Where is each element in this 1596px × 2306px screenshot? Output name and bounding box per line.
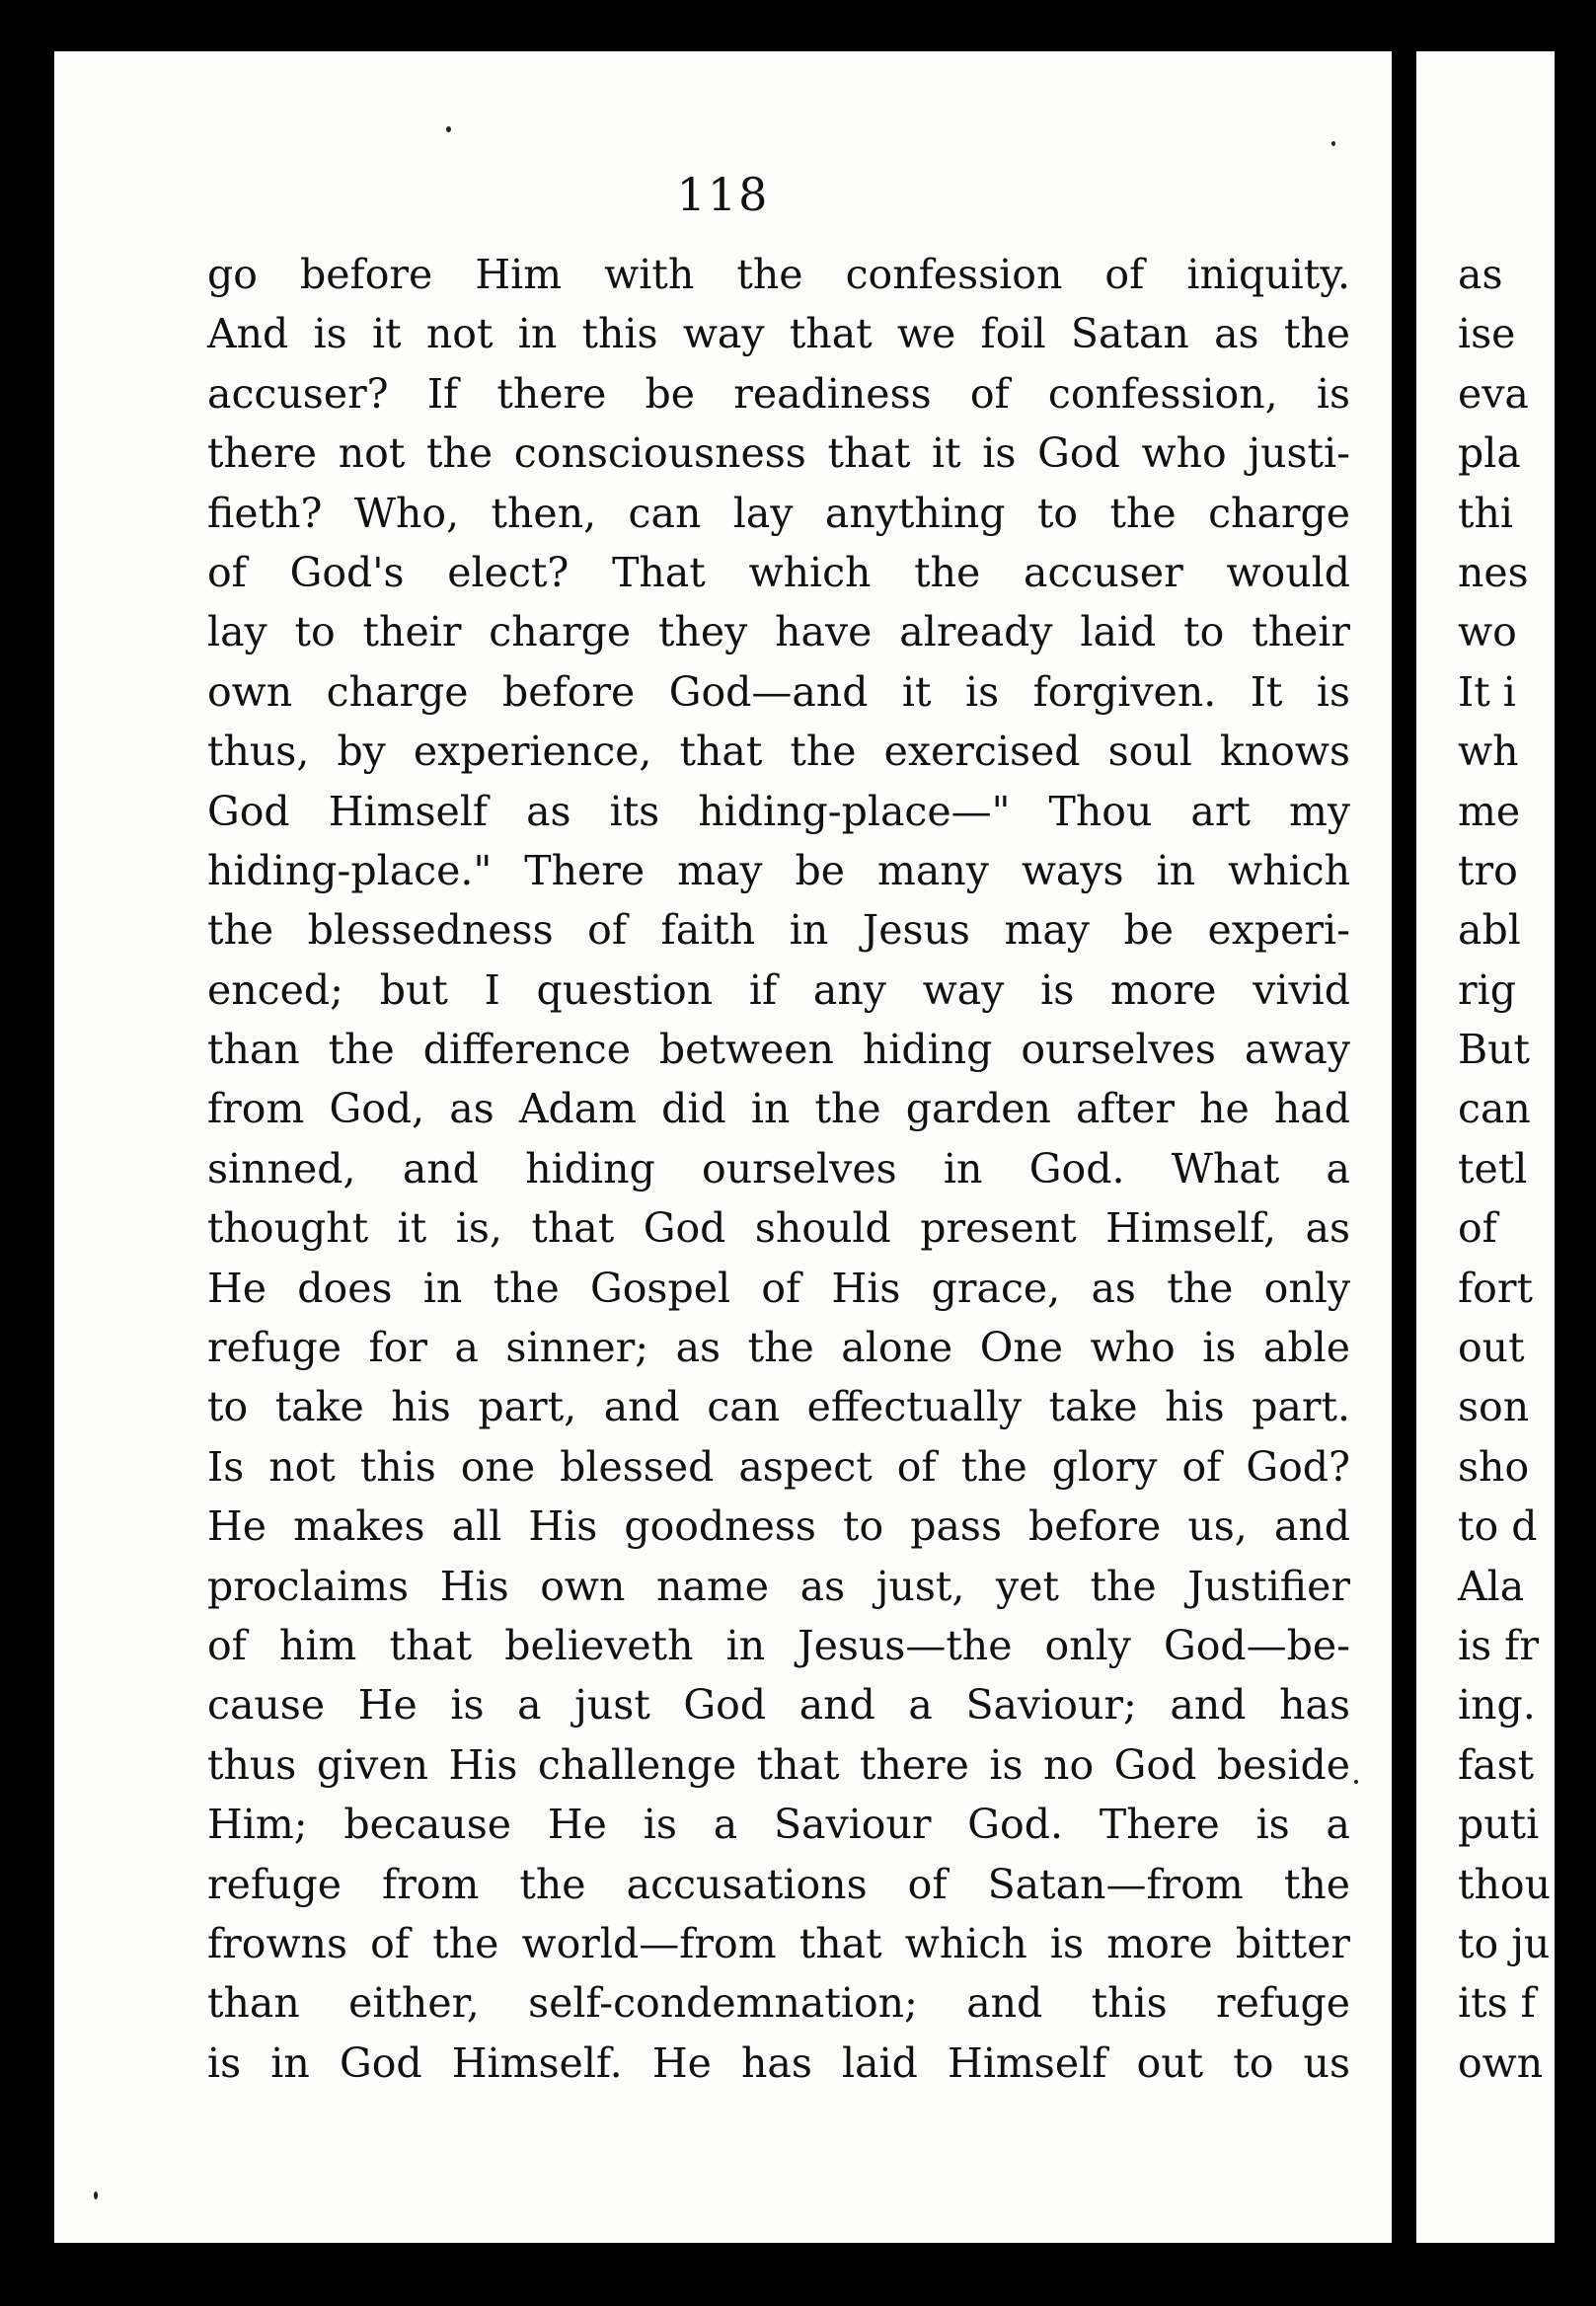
text-fragment: ing. (1458, 1681, 1536, 1730)
text-line: refuge from the accusations of Satan—from the (207, 1860, 1350, 1908)
text-line: He does in the Gospel of His grace, as the only (207, 1264, 1350, 1312)
text-line: than either, self-condemnation; and this refuge (207, 1979, 1350, 2028)
text-line: refuge for a sinner; as the alone One who is able (207, 1324, 1350, 1372)
text-line: Is not this one blessed aspect of the glory of God? (207, 1442, 1350, 1491)
text-fragment: eva (1458, 369, 1529, 418)
text-line: lay to their charge they have already laid to their (207, 608, 1350, 656)
text-line: accuser? If there be readiness of confession, is (207, 369, 1350, 418)
text-line: fieth? Who, then, can lay anything to the charge (207, 489, 1350, 537)
text-fragment: me (1458, 787, 1521, 835)
text-fragment: to ju (1458, 1919, 1551, 1967)
text-fragment: of (1458, 1204, 1497, 1253)
right-page-edge (1416, 51, 1555, 2243)
text-fragment: fast (1458, 1740, 1535, 1789)
print-speck (1354, 1780, 1358, 1784)
text-fragment: thi (1458, 489, 1513, 537)
text-line: than the difference between hiding ourselves away (207, 1026, 1350, 1074)
text-line: of him that believeth in Jesus—the only God—be- (207, 1621, 1350, 1669)
text-line: Him; because He is a Saviour God. There is a (207, 1801, 1350, 1849)
text-line: sinned, and hiding ourselves in God. What a (207, 1144, 1350, 1192)
text-fragment: son (1458, 1383, 1530, 1431)
text-line: thus, by experience, that the exercised soul knows (207, 728, 1350, 776)
body-text (207, 245, 1350, 2093)
text-fragment: It i (1458, 667, 1516, 716)
text-line: thus given His challenge that there is no God beside (207, 1740, 1350, 1789)
text-line: go before Him with the confession of iniquity. (207, 251, 1350, 298)
text-fragment: Ala (1458, 1562, 1525, 1610)
text-fragment: abl (1458, 906, 1521, 955)
print-speck (446, 126, 451, 132)
text-line: hiding-place." There may be many ways in which (207, 846, 1350, 894)
text-line: own charge before God—and it is forgiven. It is (207, 667, 1350, 716)
text-line: And is it not in this way that we foil Satan as the (207, 310, 1350, 358)
text-fragment: is fr (1458, 1621, 1539, 1669)
text-fragment: to d (1458, 1502, 1538, 1551)
text-line: God Himself as its hiding-place—" Thou art my (207, 787, 1350, 835)
text-fragment: can (1458, 1085, 1531, 1133)
print-speck (94, 2191, 98, 2199)
text-fragment: fort (1458, 1264, 1533, 1312)
left-page (54, 51, 1392, 2243)
text-fragment: its f (1458, 1979, 1536, 2028)
text-fragment: But (1458, 1026, 1531, 1074)
text-line: the blessedness of faith in Jesus may be experi- (207, 906, 1350, 955)
text-fragment: sho (1458, 1442, 1530, 1491)
right-page-text-fragments (1458, 245, 1596, 2093)
text-line: is in God Himself. He has laid Himself out to us (207, 2038, 1350, 2087)
text-line: enced; but I question if any way is more vivid (207, 965, 1350, 1014)
text-fragment: nes (1458, 548, 1529, 596)
text-fragment: rig (1458, 965, 1516, 1014)
text-line: there not the consciousness that it is God who justi- (207, 429, 1350, 478)
print-speck (1331, 141, 1335, 146)
text-line: He makes all His goodness to pass before us, and (207, 1502, 1350, 1551)
text-line: proclaims His own name as just, yet the Justifier (207, 1562, 1350, 1610)
text-line: cause He is a just God and a Saviour; and has (207, 1681, 1350, 1730)
text-fragment: own (1458, 2038, 1544, 2087)
text-fragment: tro (1458, 846, 1518, 894)
text-fragment: tetl (1458, 1144, 1528, 1192)
text-line: to take his part, and can effectually take his part. (207, 1383, 1350, 1431)
text-fragment: out (1458, 1324, 1525, 1372)
text-line: from God, as Adam did in the garden after he had (207, 1085, 1350, 1133)
text-fragment: wo (1458, 608, 1517, 656)
text-fragment: wh (1458, 728, 1519, 776)
text-line: thought it is, that God should present Himself, as (207, 1204, 1350, 1253)
text-fragment: puti (1458, 1801, 1540, 1849)
text-fragment: as (1458, 251, 1503, 298)
text-fragment: pla (1458, 429, 1521, 478)
text-fragment: ise (1458, 310, 1516, 358)
page-number: 118 (676, 168, 770, 221)
text-line: frowns of the world—from that which is more bitter (207, 1919, 1350, 1967)
text-fragment: thou (1458, 1860, 1551, 1908)
text-line: of God's elect? That which the accuser would (207, 548, 1350, 596)
